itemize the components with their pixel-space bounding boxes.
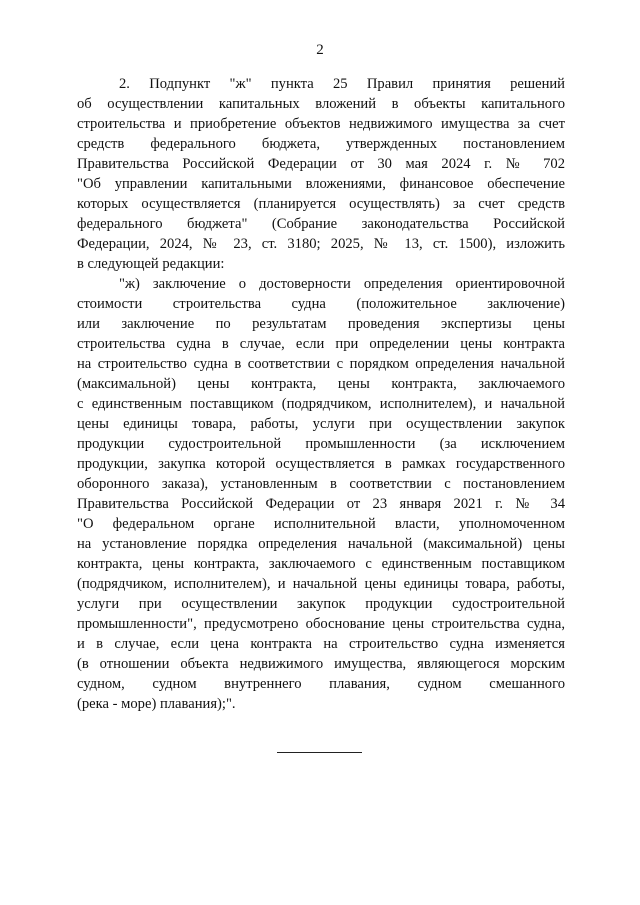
text-line: судном, судном внутреннего плавания, судном смешанного (77, 676, 565, 692)
text-line: (подрядчиком, исполнителем), и начальной цены единицы товара, работы, (77, 576, 565, 592)
text-line: средств федерального бюджета, утвержденных постановлением (77, 136, 565, 152)
text-line: "Об управлении капитальными вложениями, финансовое обеспечение (77, 176, 565, 192)
text-line: строительства и приобретение объектов недвижимого имущества за счет (77, 116, 565, 132)
text-line: Правительства Российской Федерации от 23 января 2021 г. № 34 (77, 496, 565, 512)
text-line: Правительства Российской Федерации от 30 мая 2024 г. № 702 (77, 156, 565, 172)
text-line: контракта, цены контракта, заключаемого с единственным поставщиком (77, 556, 565, 572)
text-line: (река - море) плавания);". (77, 696, 236, 712)
text-line: "ж) заключение о достоверности определения ориентировочной (119, 276, 565, 292)
end-of-document-rule (277, 752, 362, 753)
text-line: услуги при осуществлении закупок продукции судостроительной (77, 596, 565, 612)
text-line: (в отношении объекта недвижимого имущества, являющегося морским (77, 656, 565, 672)
text-line: (максимальной) цены контракта, цены контракта, заключаемого (77, 376, 565, 392)
text-line: строительства судна в случае, если при определении цены контракта (77, 336, 565, 352)
text-line: в следующей редакции: (77, 256, 225, 272)
text-line: с единственным поставщиком (подрядчиком, исполнителем), и начальной (77, 396, 565, 412)
text-line: промышленности", предусмотрено обоснование цены строительства судна, (77, 616, 565, 632)
document-body (77, 74, 565, 714)
text-line: Федерации, 2024, № 23, ст. 3180; 2025, № 13, ст. 1500), изложить (77, 236, 565, 252)
text-line: "О федеральном органе исполнительной власти, уполномоченном (77, 516, 565, 532)
text-line: на строительство судна в соответствии с порядком определения начальной (77, 356, 565, 372)
text-line: продукции судостроительной промышленности (за исключением (77, 436, 565, 452)
text-line: на установление порядка определения начальной (максимальной) цены (77, 536, 565, 552)
text-line: оборонного заказа), установленным в соответствии с постановлением (77, 476, 565, 492)
text-line: или заключение по результатам проведения экспертизы цены (77, 316, 565, 332)
text-line: продукции, закупка которой осуществляется в рамках государственного (77, 456, 565, 472)
page-number: 2 (316, 42, 324, 58)
text-line: федерального бюджета" (Собрание законодательства Российской (77, 216, 565, 232)
text-line: которых осуществляется (планируется осуществлять) за счет средств (77, 196, 565, 212)
text-line: 2. Подпункт "ж" пункта 25 Правил принятия решений (119, 76, 565, 92)
text-line: стоимости строительства судна (положительное заключение) (77, 296, 565, 312)
text-line: и в случае, если цена контракта на строительство судна изменяется (77, 636, 565, 652)
text-line: об осуществлении капитальных вложений в объекты капитального (77, 96, 565, 112)
text-line: цены единицы товара, работы, услуги при осуществлении закупок (77, 416, 565, 432)
